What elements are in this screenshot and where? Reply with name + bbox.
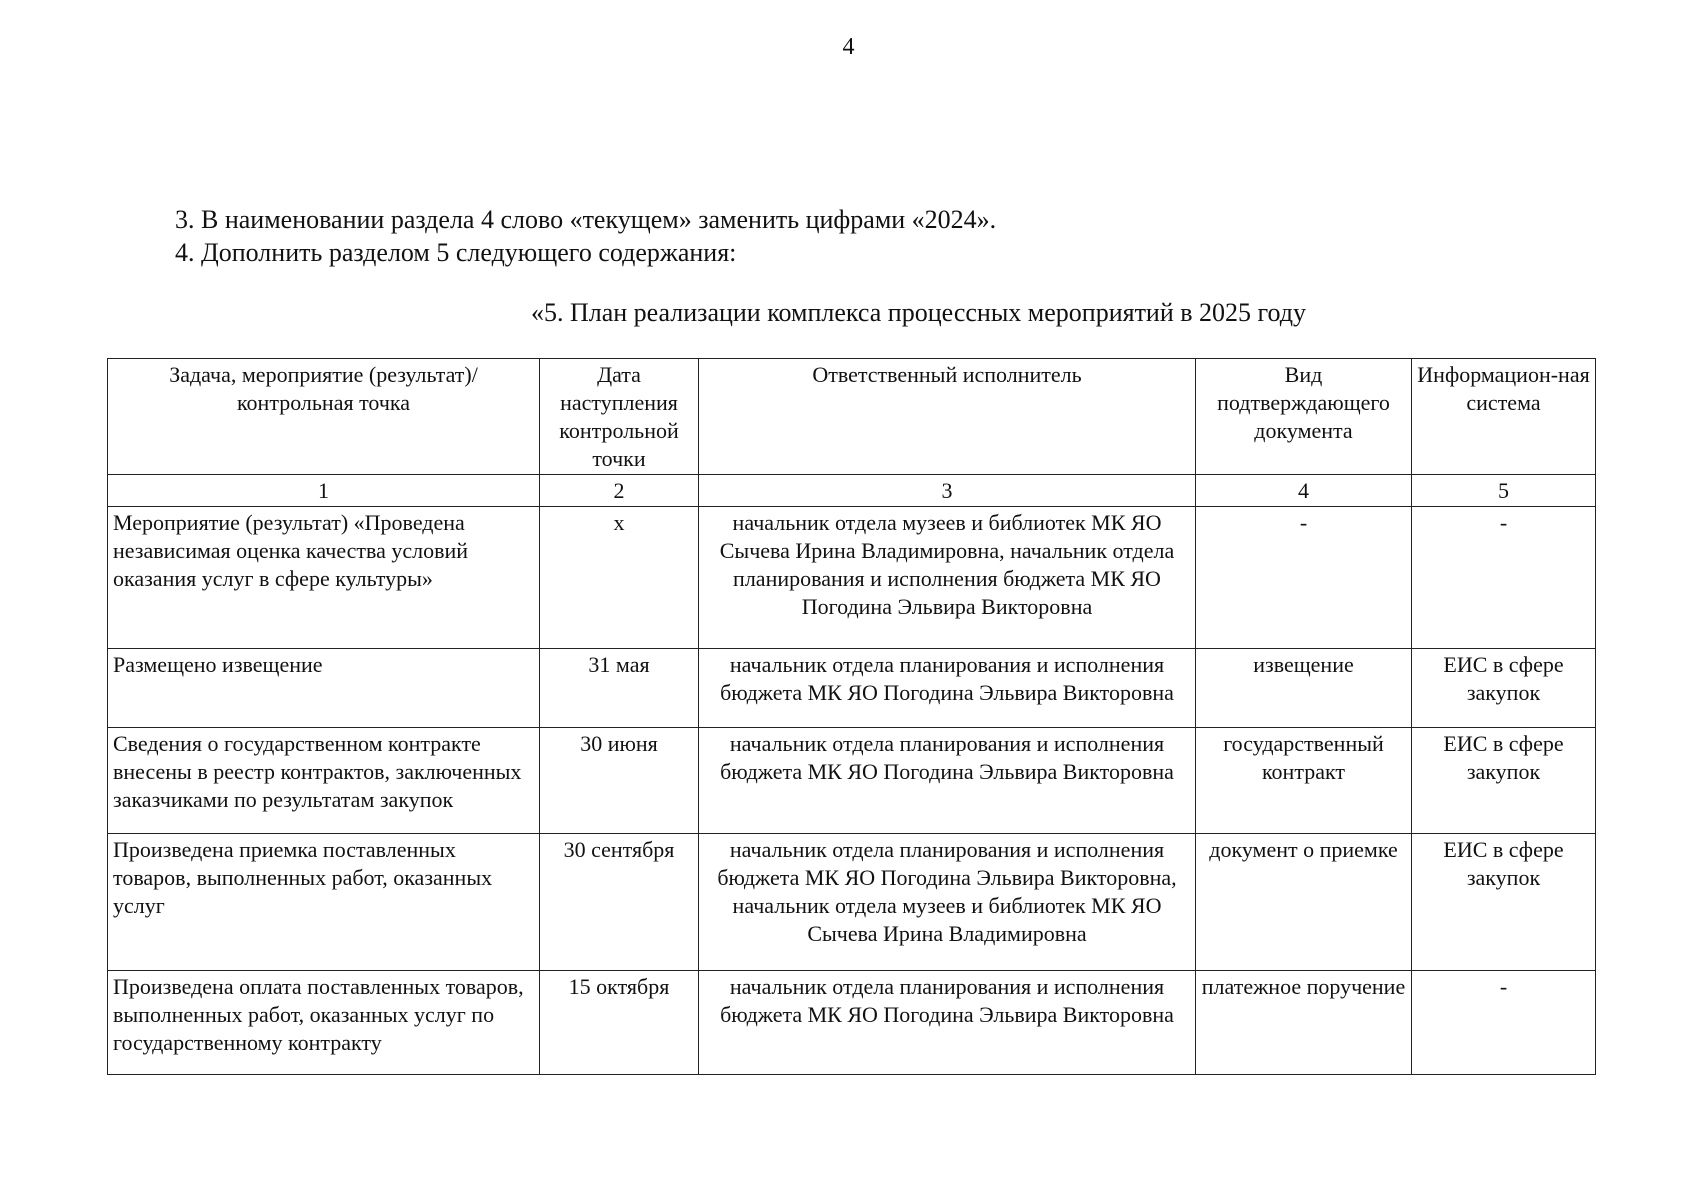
cell-document: платежное поручение (1196, 971, 1412, 1075)
cell-date: 15 октября (540, 971, 699, 1075)
table-row (108, 507, 1596, 649)
table-row (108, 834, 1596, 971)
cell-system: - (1412, 507, 1596, 649)
table-row (108, 728, 1596, 834)
cell-responsible: начальник отдела планирования и исполнения бюджета МК ЯО Погодина Эльвира Викторовна (699, 649, 1196, 728)
cell-document: - (1196, 507, 1412, 649)
cell-document: государственный контракт (1196, 728, 1412, 834)
cell-task: Сведения о государственном контракте внесены в реестр контрактов, заключенных заказчиками по результатам закупок (108, 728, 540, 834)
cell-date: 30 июня (540, 728, 699, 834)
table-row (108, 649, 1596, 728)
column-number: 2 (540, 475, 699, 507)
column-number: 3 (699, 475, 1196, 507)
header-date: Дата наступления контрольной точки (540, 359, 699, 475)
section-title-wrap (0, 297, 1697, 329)
paragraph-item-4: 4. Дополнить разделом 5 следующего содержания: (175, 238, 737, 267)
plan-table (107, 358, 1596, 1075)
cell-date: 30 сентября (540, 834, 699, 971)
table-header-row (108, 359, 1596, 475)
cell-system: ЕИС в сфере закупок (1412, 834, 1596, 971)
cell-date: 31 мая (540, 649, 699, 728)
section-title: «5. План реализации комплекса процессных мероприятий в 2025 году (530, 298, 1307, 327)
header-document: Вид подтверждающего документа (1196, 359, 1412, 475)
column-numbers-row (108, 475, 1596, 507)
header-task: Задача, мероприятие (результат)/ контрольная точка (108, 359, 540, 475)
cell-document: документ о приемке (1196, 834, 1412, 971)
cell-task: Произведена приемка поставленных товаров, выполненных работ, оказанных услуг (108, 834, 540, 971)
cell-task: Размещено извещение (108, 649, 540, 728)
page-number: 4 (842, 34, 855, 60)
cell-responsible: начальник отдела планирования и исполнения бюджета МК ЯО Погодина Эльвира Викторовна (699, 971, 1196, 1075)
header-responsible: Ответственный исполнитель (699, 359, 1196, 475)
cell-responsible: начальник отдела планирования и исполнения бюджета МК ЯО Погодина Эльвира Викторовна (699, 728, 1196, 834)
cell-responsible: начальник отдела планирования и исполнения бюджета МК ЯО Погодина Эльвира Викторовна, начальник отдела музеев и библиотек МК ЯО Сычева Ирина Владимировна (699, 834, 1196, 971)
cell-task: Произведена оплата поставленных товаров, выполненных работ, оказанных услуг по государственному контракту (108, 971, 540, 1075)
cell-system: ЕИС в сфере закупок (1412, 728, 1596, 834)
cell-system: ЕИС в сфере закупок (1412, 649, 1596, 728)
paragraph-item-3: 3. В наименовании раздела 4 слово «текущем» заменить цифрами «2024». (175, 205, 997, 234)
cell-system: - (1412, 971, 1596, 1075)
cell-date: x (540, 507, 699, 649)
header-system: Информацион-ная система (1412, 359, 1596, 475)
cell-document: извещение (1196, 649, 1412, 728)
column-number: 1 (108, 475, 540, 507)
column-number: 5 (1412, 475, 1596, 507)
column-number: 4 (1196, 475, 1412, 507)
cell-task: Мероприятие (результат) «Проведена независимая оценка качества условий оказания услуг в сфере культуры» (108, 507, 540, 649)
table-row (108, 971, 1596, 1075)
cell-responsible: начальник отдела музеев и библиотек МК ЯО Сычева Ирина Владимировна, начальник отдела планирования и исполнения бюджета МК ЯО Погодина Эльвира Викторовна (699, 507, 1196, 649)
